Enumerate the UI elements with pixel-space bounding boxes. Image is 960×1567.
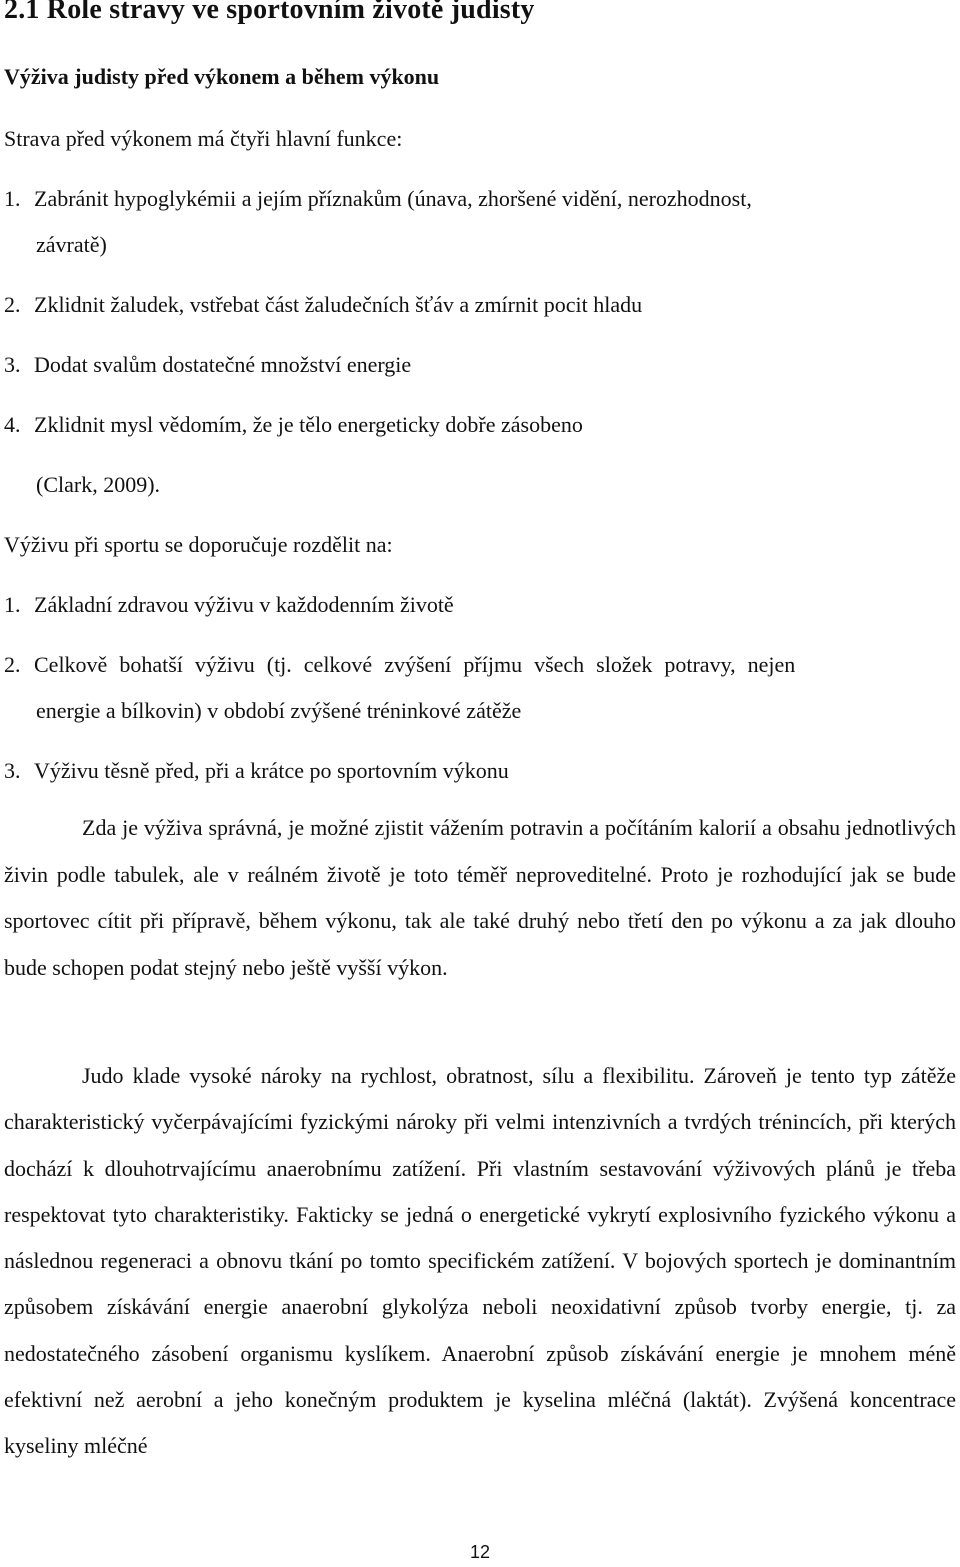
- list-text: Dodat svalům dostatečné množství energie: [34, 352, 412, 377]
- list-number: 2.: [4, 292, 21, 317]
- intro-line: Strava před výkonem má čtyři hlavní funkce:: [4, 126, 403, 151]
- division-item: [4, 758, 509, 784]
- division-item: [4, 592, 454, 618]
- division-item-continuation: energie a bílkovin) v období zvýšené tréninkové zátěže: [36, 698, 522, 723]
- section-heading: 2.1 Role stravy ve sportovním životě judisty: [4, 0, 535, 25]
- function-item: [4, 292, 642, 318]
- list-text: Celkově bohatší výživu (tj. celkové zvýšení příjmu všech složek potravy, nejen: [34, 652, 796, 677]
- function-item-continuation: závratě): [36, 232, 107, 257]
- subsection-heading: Výživa judisty před výkonem a během výkonu: [4, 64, 440, 89]
- list-text: Zklidnit mysl vědomím, že je tělo energeticky dobře zásobeno: [34, 412, 583, 437]
- list-number: 1.: [4, 592, 21, 617]
- list-number: 4.: [4, 412, 21, 437]
- intro-line-2: Výživu při sportu se doporučuje rozdělit na:: [4, 532, 393, 557]
- division-item: [4, 652, 795, 678]
- citation: (Clark, 2009).: [36, 472, 161, 497]
- list-number: 1.: [4, 186, 21, 211]
- list-number: 3.: [4, 352, 21, 377]
- body-paragraph: Zda je výživa správná, je možné zjistit vážením potravin a počítáním kalorií a obsahu jednotlivých živin podle tabulek, ale v reálném životě je toto téměř neproveditelné. Proto je rozhodující jak se bude sportovec cítit při přípravě, během výkonu, tak ale také druhý nebo třetí den po výkonu a za jak dlouho bude schopen podat stejný nebo ještě vyšší výkon.: [4, 815, 956, 980]
- body-paragraph: Judo klade vysoké nároky na rychlost, obratnost, sílu a flexibilitu. Zároveň je tento typ zátěže charakteristický vyčerpávajícími fyzickými nároky při velmi intenzivních a tvrdých trénincích, při kterých dochází k dlouhotrvajícímu anaerobnímu zatížení. Při vlastním sestavování výživových plánů je třeba respektovat tyto charakteristiky. Fakticky se jedná o energetické vykrytí explosivního fyzického výkonu a následnou regeneraci a obnovu tkání po tomto specifickém zatížení. V bojových sportech je dominantním způsobem získávání energie anaerobní glykolýza neboli neoxidativní způsob tvorby energie, tj. za nedostatečného zásobení organismu kyslíkem. Anaerobní způsob získávání energie je mnohem méně efektivní než aerobní a jeho konečným produktem je kyselina mléčná (laktát). Zvýšená koncentrace kyseliny mléčné: [4, 1063, 956, 1459]
- list-number: 3.: [4, 758, 21, 783]
- list-text: Zklidnit žaludek, vstřebat část žaludečních šťáv a zmírnit pocit hladu: [34, 292, 643, 317]
- function-item: [4, 186, 752, 212]
- function-item: [4, 412, 583, 438]
- list-text: Zabránit hypoglykémii a jejím příznakům (únava, zhoršené vidění, nerozhodnost,: [34, 186, 752, 211]
- list-number: 2.: [4, 652, 21, 677]
- page-number: 12: [469, 1542, 491, 1562]
- function-item: [4, 352, 411, 378]
- list-text: Základní zdravou výživu v každodenním životě: [34, 592, 454, 617]
- list-text: Výživu těsně před, při a krátce po sportovním výkonu: [34, 758, 509, 783]
